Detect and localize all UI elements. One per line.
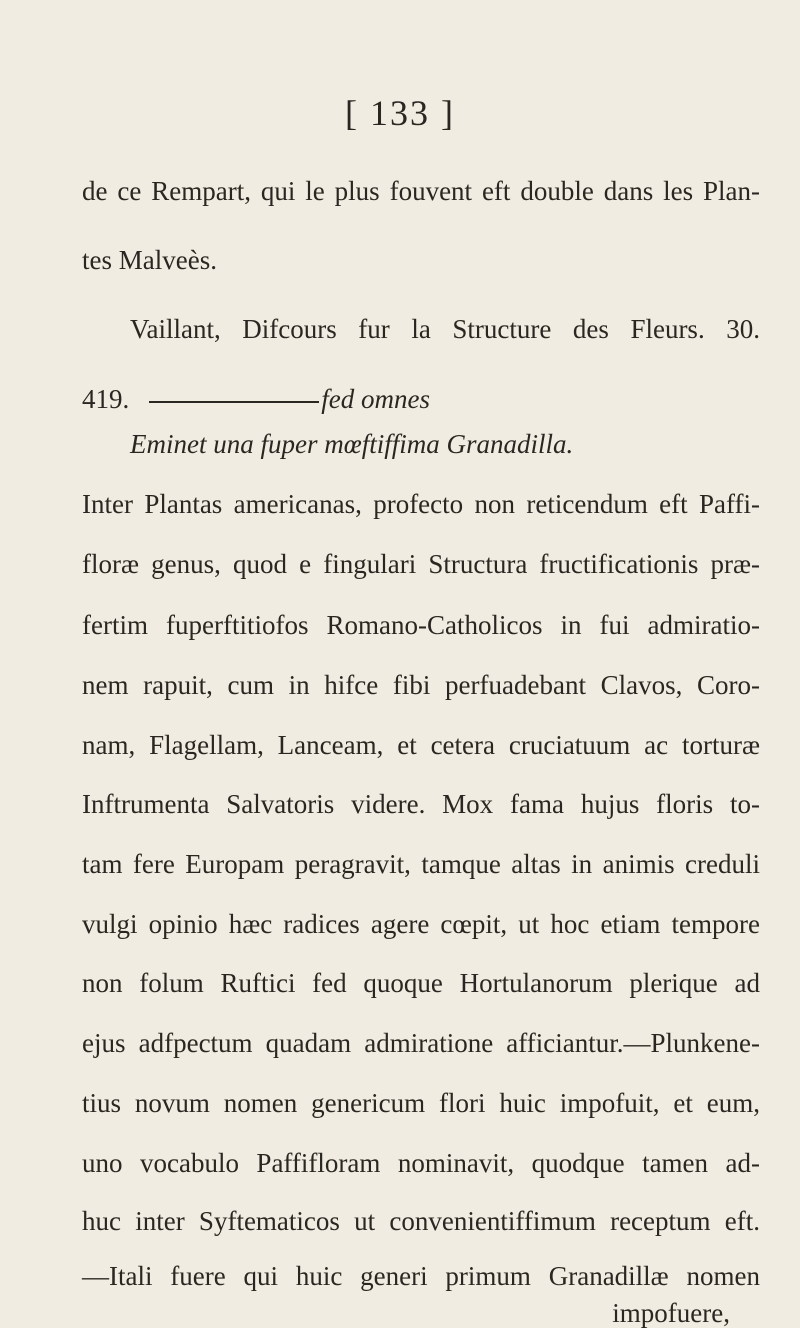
text-line: Inftrumenta Salvatoris videre. Mox fama hujus floris to- [82, 789, 760, 819]
text-line: —Itali fuere qui huic generi primum Granadillæ nomen [82, 1261, 760, 1291]
text-line: non folum Ruftici fed quoque Hortulanorum plerique ad [82, 968, 760, 998]
verse-number: 419. [82, 384, 130, 414]
page-number: [ 133 ] [345, 93, 455, 133]
text-line: fertim fuperftitiofos Romano-Catholicos in fui admiratio- [82, 610, 760, 640]
text-line: Inter Plantas americanas, profecto non reticendum eft Paffi- [82, 489, 760, 519]
text-line: ejus adfpectum quadam admiratione afficiantur.—Plunkene- [82, 1028, 760, 1058]
verse-number-line [82, 386, 760, 413]
text-line: vulgi opinio hæc radices agere cœpit, ut hoc etiam tempore [82, 909, 760, 939]
text-line: huc inter Syftematicos ut convenientiffimum receptum eft. [82, 1206, 760, 1236]
text-line: tes Malveès. [82, 245, 217, 275]
text-line: tius novum nomen genericum flori huic impofuit, et eum, [82, 1088, 760, 1118]
catchword: impofuere, [612, 1298, 730, 1328]
verse-dash [149, 401, 319, 403]
text-line: de ce Rempart, qui le plus fouvent eft double dans les Plan- [82, 176, 760, 206]
verse-fragment: fed omnes [321, 384, 430, 414]
text-line: nem rapuit, cum in hifce fibi perfuadebant Clavos, Coro- [82, 670, 760, 700]
text-line: floræ genus, quod e fingulari Structura fructificationis præ- [82, 549, 760, 579]
citation-line: Vaillant, Difcours fur la Structure des Fleurs. 30. [130, 314, 760, 344]
text-line: uno vocabulo Paffifloram nominavit, quodque tamen ad- [82, 1148, 760, 1178]
text-line: nam, Flagellam, Lanceam, et cetera cruciatuum ac torturæ [82, 730, 760, 760]
verse-line: Eminet una fuper mœftiffima Granadilla. [130, 429, 574, 459]
text-line: tam fere Europam peragravit, tamque altas in animis creduli [82, 849, 760, 879]
